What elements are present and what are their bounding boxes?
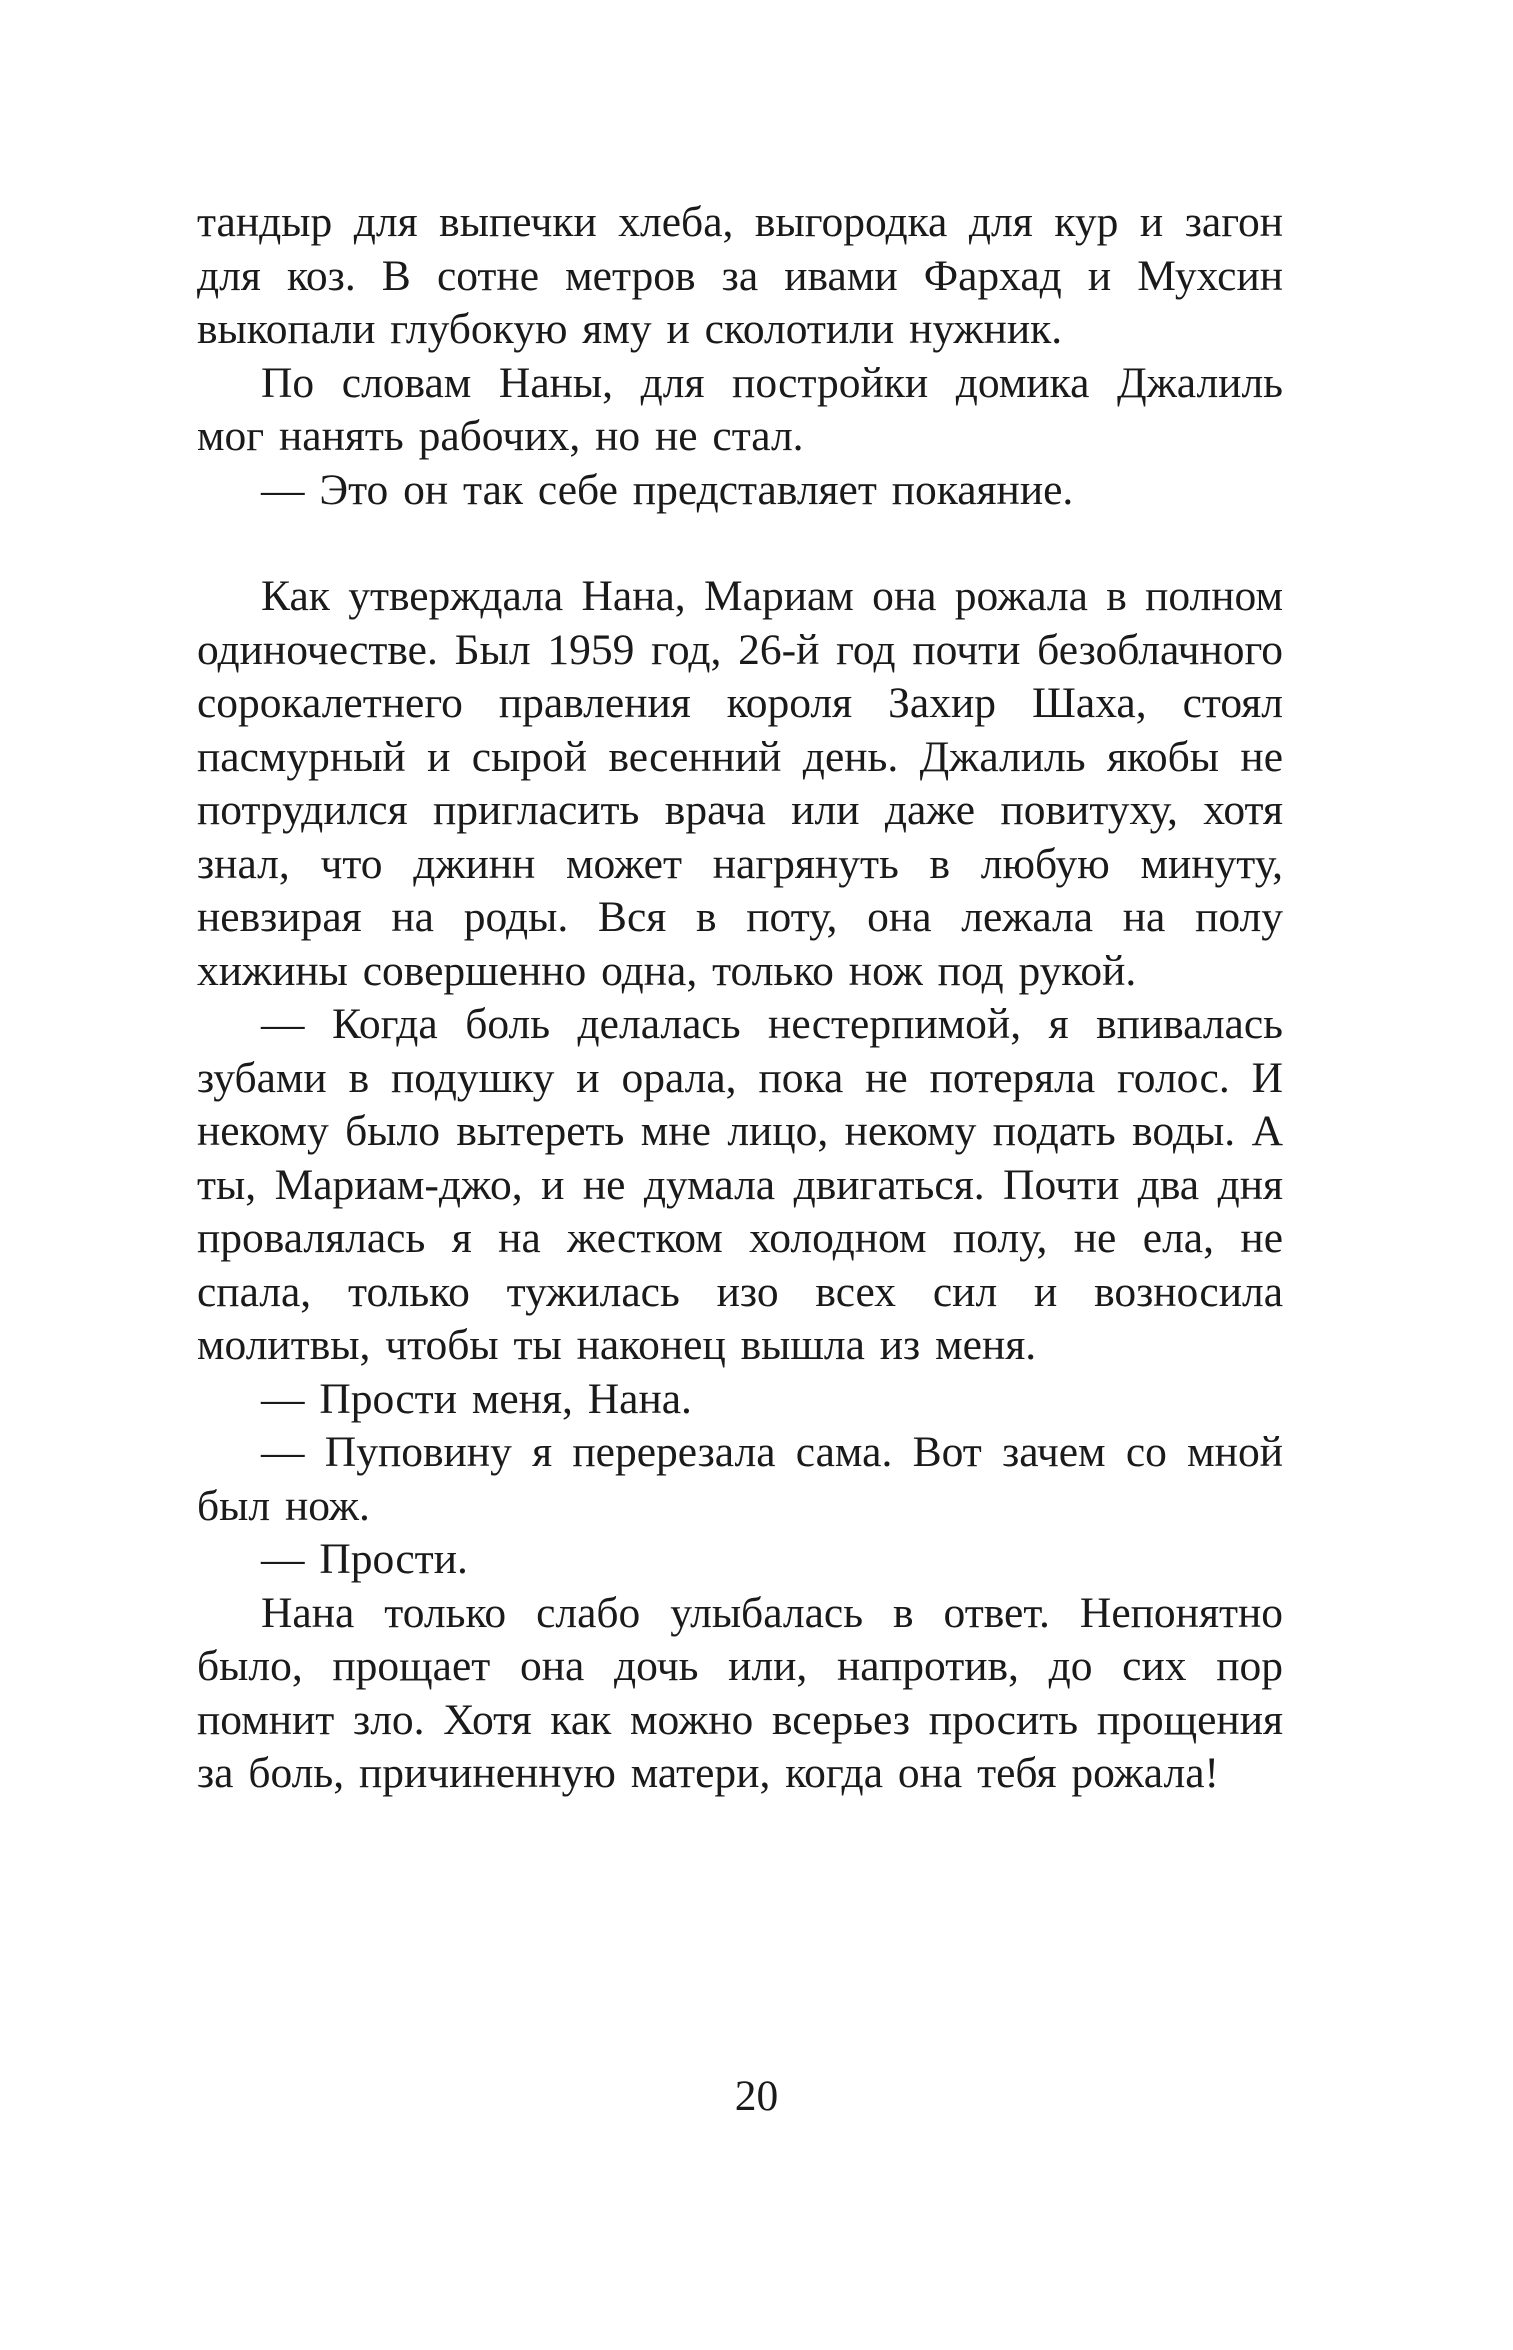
book-page-text (197, 196, 1283, 1801)
dialogue-line: — Пуповину я перерезала сама. Вот зачем со мной был нож. (197, 1428, 1283, 1530)
paragraph: тандыр для выпечки хлеба, выгородка для кур и загон для коз. В сотне метров за ивами Фархад и Мухсин выкопали глубокую яму и сколотили нужник. (197, 198, 1283, 353)
paragraph: Нана только слабо улыбалась в ответ. Непонятно было, прощает она дочь или, напротив, до сих пор помнит зло. Хотя как можно всерьез просить прощения за боль, причиненную матери, когда она тебя рожала! (197, 1588, 1283, 1797)
section-break (197, 517, 1283, 570)
dialogue-line: — Прости меня, Нана. (261, 1374, 692, 1423)
dialogue-line: — Это он так себе представляет покаяние. (261, 465, 1074, 514)
dialogue-line: — Когда боль делалась нестерпимой, я впивалась зубами в подушку и орала, пока не потеряла голос. И некому было вытереть мне лицо, некому подать воды. А ты, Мариам-джо, и не думала двигаться. Почти два дня провалялась я на жестком холодном полу, не ела, не спала, только тужилась изо всех сил и возносила молитвы, чтобы ты наконец вышла из меня. (197, 1000, 1283, 1369)
page-number: 20 (734, 2072, 779, 2120)
paragraph: По словам Наны, для постройки домика Джалиль мог нанять рабочих, но не стал. (197, 358, 1283, 460)
paragraph: Как утверждала Нана, Мариам она рожала в полном одиночестве. Был 1959 год, 26-й год почти безоблачного сорокалетнего правления короля Захир Шаха, стоял пасмурный и сырой весенний день. Джалиль якобы не потрудился пригласить врача или даже повитуху, хотя знал, что джинн может нагрянуть в любую минуту, невзирая на роды. Вся в поту, она лежала на полу хижины совершенно одна, только нож под рукой. (197, 572, 1283, 995)
dialogue-line: — Прости. (261, 1535, 468, 1583)
